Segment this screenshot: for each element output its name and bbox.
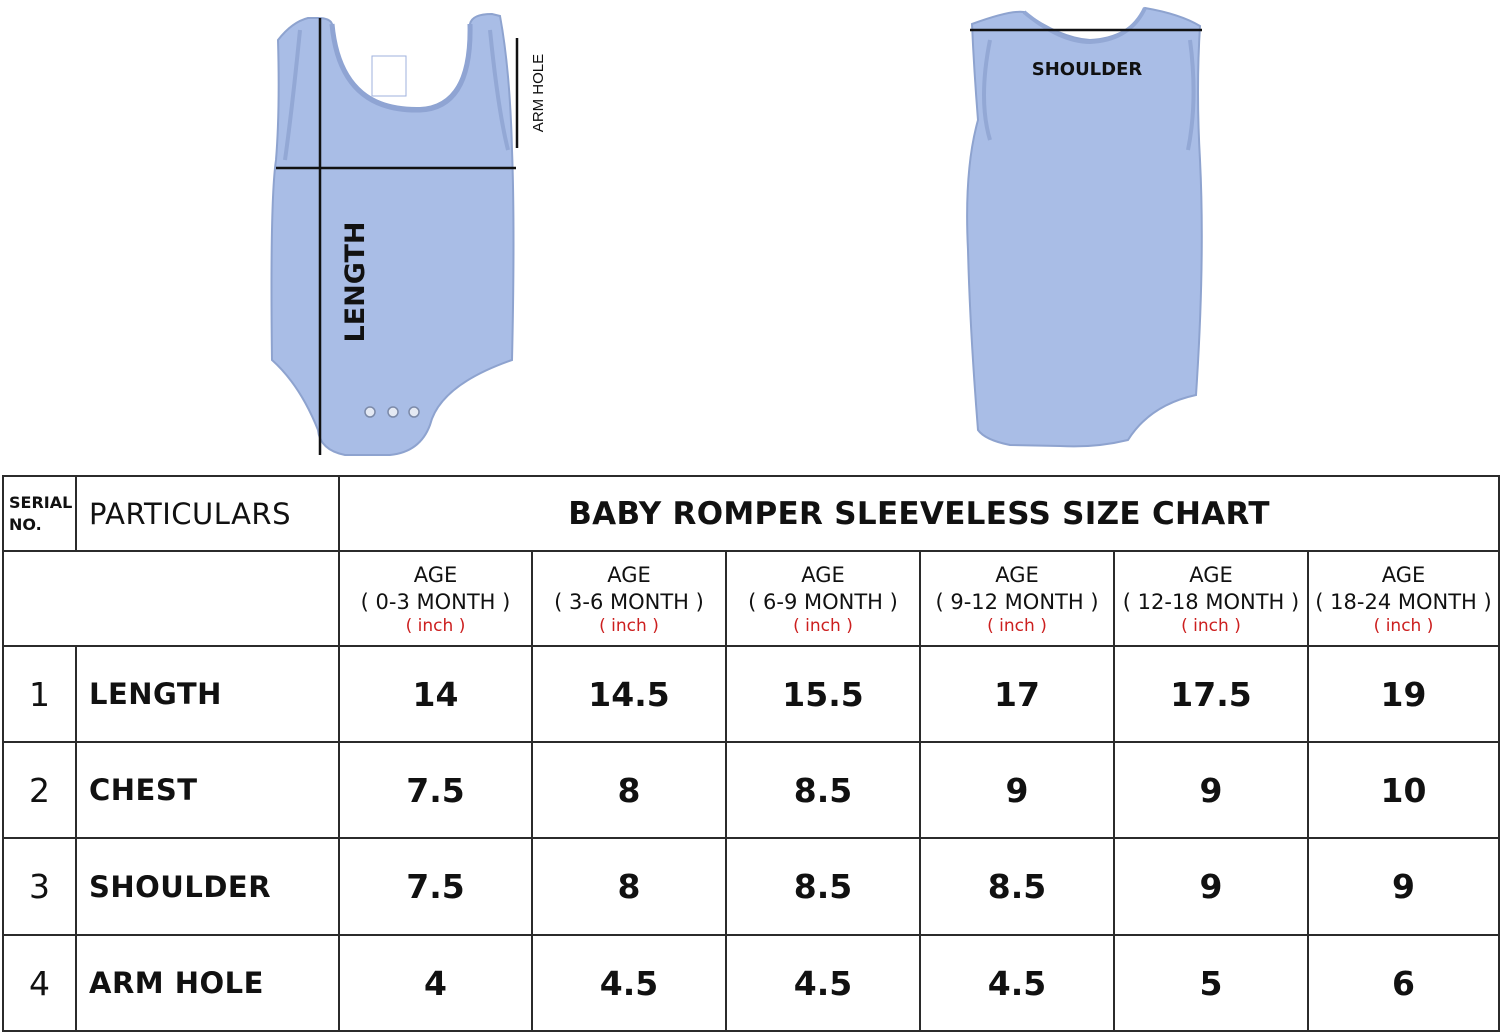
value-cell: 15.5: [726, 646, 920, 742]
serial-cell: 3: [3, 838, 76, 935]
serial-cell: 1: [3, 646, 76, 742]
header-row: [3, 476, 1499, 551]
value-cell: 17.5: [1114, 646, 1308, 742]
value-cell: 8.5: [726, 742, 920, 838]
value-cell: 8: [532, 838, 726, 935]
value-cell: 4: [339, 935, 532, 1031]
armhole-label: ARM HOLE: [530, 53, 547, 133]
value-cell: 9: [1114, 838, 1308, 935]
age-header-row: [3, 551, 1499, 646]
value-cell: 8.5: [726, 838, 920, 935]
shoulder-label: SHOULDER: [1031, 59, 1143, 80]
romper-diagrams: [0, 0, 1500, 470]
table-row: [3, 838, 1499, 935]
serial-cell: 4: [3, 935, 76, 1031]
empty-header-cell: [3, 551, 339, 646]
value-cell: 9: [920, 742, 1114, 838]
garment-illustrations: [0, 0, 1500, 470]
value-cell: 19: [1308, 646, 1499, 742]
romper-front-image: [272, 14, 514, 455]
garment-tag: [372, 56, 406, 96]
value-cell: 5: [1114, 935, 1308, 1031]
age-column-header: AGE ( 6-9 MONTH ) ( inch ): [726, 551, 920, 646]
age-column-header: AGE ( 12-18 MONTH ) ( inch ): [1114, 551, 1308, 646]
value-cell: 10: [1308, 742, 1499, 838]
length-label: LENGTH: [340, 221, 371, 343]
value-cell: 9: [1114, 742, 1308, 838]
serial-header: SERIAL NO.: [3, 476, 76, 551]
value-cell: 7.5: [339, 742, 532, 838]
value-cell: 8: [532, 742, 726, 838]
table-row: [3, 646, 1499, 742]
value-cell: 14: [339, 646, 532, 742]
snap-button: [409, 407, 419, 417]
size-chart-table: [2, 475, 1500, 1032]
serial-cell: 2: [3, 742, 76, 838]
snap-button: [365, 407, 375, 417]
particular-cell: ARM HOLE: [76, 935, 339, 1031]
table-row: [3, 742, 1499, 838]
value-cell: 7.5: [339, 838, 532, 935]
value-cell: 4.5: [726, 935, 920, 1031]
particular-cell: LENGTH: [76, 646, 339, 742]
value-cell: 4.5: [532, 935, 726, 1031]
particular-cell: SHOULDER: [76, 838, 339, 935]
age-column-header: AGE ( 18-24 MONTH ) ( inch ): [1308, 551, 1499, 646]
chart-title: BABY ROMPER SLEEVELESS SIZE CHART: [339, 476, 1499, 551]
value-cell: 6: [1308, 935, 1499, 1031]
value-cell: 17: [920, 646, 1114, 742]
value-cell: 9: [1308, 838, 1499, 935]
value-cell: 14.5: [532, 646, 726, 742]
age-column-header: AGE ( 9-12 MONTH ) ( inch ): [920, 551, 1114, 646]
value-cell: 8.5: [920, 838, 1114, 935]
snap-button: [388, 407, 398, 417]
value-cell: 4.5: [920, 935, 1114, 1031]
age-column-header: AGE ( 0-3 MONTH ) ( inch ): [339, 551, 532, 646]
particular-cell: CHEST: [76, 742, 339, 838]
particulars-header: PARTICULARS: [76, 476, 339, 551]
table-row: [3, 935, 1499, 1031]
age-column-header: AGE ( 3-6 MONTH ) ( inch ): [532, 551, 726, 646]
